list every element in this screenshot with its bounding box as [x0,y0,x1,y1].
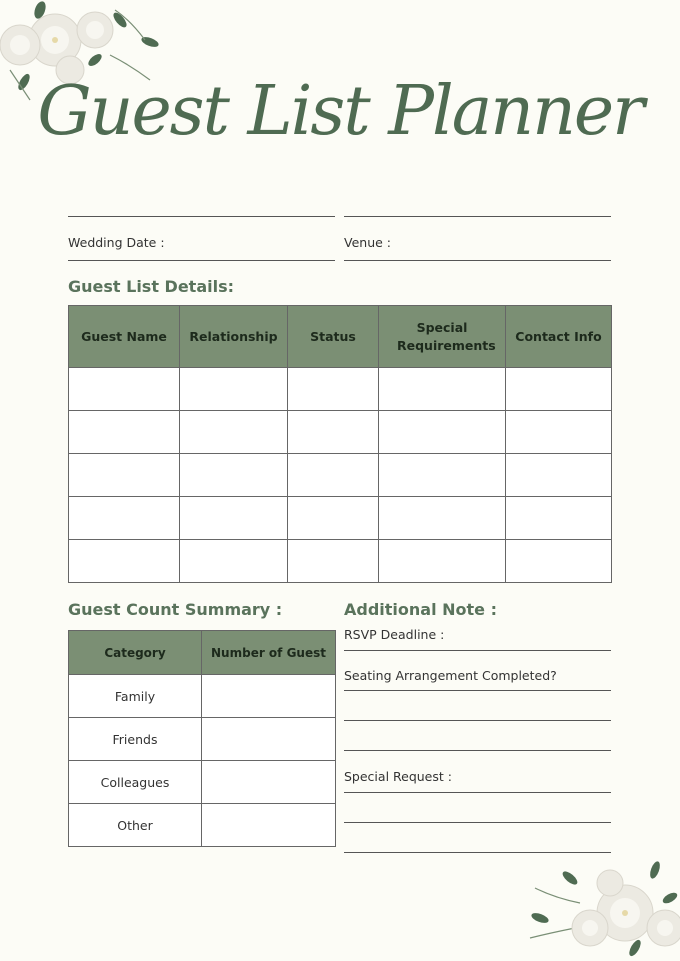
wedding-date-label: Wedding Date : [68,235,165,250]
seating-arrangement-field[interactable] [344,690,611,691]
table-cell[interactable] [379,497,506,540]
count-cell[interactable] [202,804,336,847]
table-cell[interactable] [379,540,506,583]
table-row [69,540,612,583]
rsvp-deadline-label: RSVP Deadline : [344,627,445,642]
count-cell[interactable] [202,675,336,718]
page-title: Guest List Planner [37,72,643,151]
table-cell[interactable] [506,368,612,411]
table-cell[interactable] [506,497,612,540]
table-row [69,368,612,411]
table-cell[interactable] [180,497,288,540]
table-cell[interactable] [69,368,180,411]
guest-count-table [68,630,336,847]
note-line[interactable] [344,822,611,823]
category-cell: Family [69,675,202,718]
table-row [69,497,612,540]
table-cell[interactable] [506,454,612,497]
table-cell[interactable] [379,454,506,497]
table-row [69,454,612,497]
count-cell[interactable] [202,761,336,804]
table-cell[interactable] [288,540,379,583]
table-row [69,761,336,804]
guest-list-heading: Guest List Details: [68,277,235,296]
table-cell[interactable] [288,368,379,411]
note-line[interactable] [344,852,611,853]
table-row [69,675,336,718]
table-row [69,804,336,847]
header-line-right [344,216,611,217]
column-header-contact-info: Contact Info [506,306,612,368]
note-line[interactable] [344,750,611,751]
column-header-guest-name: Guest Name [69,306,180,368]
column-header-special-requirements [379,306,506,368]
category-cell: Other [69,804,202,847]
table-cell[interactable] [379,368,506,411]
count-cell[interactable] [202,718,336,761]
column-header-category: Category [69,631,202,675]
column-header-relationship: Relationship [180,306,288,368]
venue-label: Venue : [344,235,391,250]
table-row [69,411,612,454]
table-cell[interactable] [288,454,379,497]
seating-arrangement-label: Seating Arrangement Completed? [344,668,557,683]
table-cell[interactable] [69,454,180,497]
table-cell[interactable] [379,411,506,454]
floral-corner-bottom-right-icon [520,858,680,961]
table-cell[interactable] [506,411,612,454]
table-cell[interactable] [288,497,379,540]
special-requirements-text: Special Requirements [397,319,496,353]
category-cell: Colleagues [69,761,202,804]
table-row [69,718,336,761]
wedding-date-field[interactable] [68,260,335,261]
special-request-label: Special Request : [344,769,452,784]
rsvp-deadline-field[interactable] [344,650,611,651]
venue-field[interactable] [344,260,611,261]
column-header-number-of-guest: Number of Guest [202,631,336,675]
table-cell[interactable] [69,411,180,454]
additional-note-heading: Additional Note : [344,600,497,619]
note-line[interactable] [344,720,611,721]
table-cell[interactable] [180,540,288,583]
category-cell: Friends [69,718,202,761]
table-cell[interactable] [69,497,180,540]
header-line-left [68,216,335,217]
table-cell[interactable] [180,454,288,497]
column-header-status: Status [288,306,379,368]
table-cell[interactable] [288,411,379,454]
guest-count-heading: Guest Count Summary : [68,600,283,619]
table-cell[interactable] [180,368,288,411]
guest-list-table [68,305,612,583]
table-cell[interactable] [69,540,180,583]
table-cell[interactable] [506,540,612,583]
special-request-field[interactable] [344,792,611,793]
table-cell[interactable] [180,411,288,454]
